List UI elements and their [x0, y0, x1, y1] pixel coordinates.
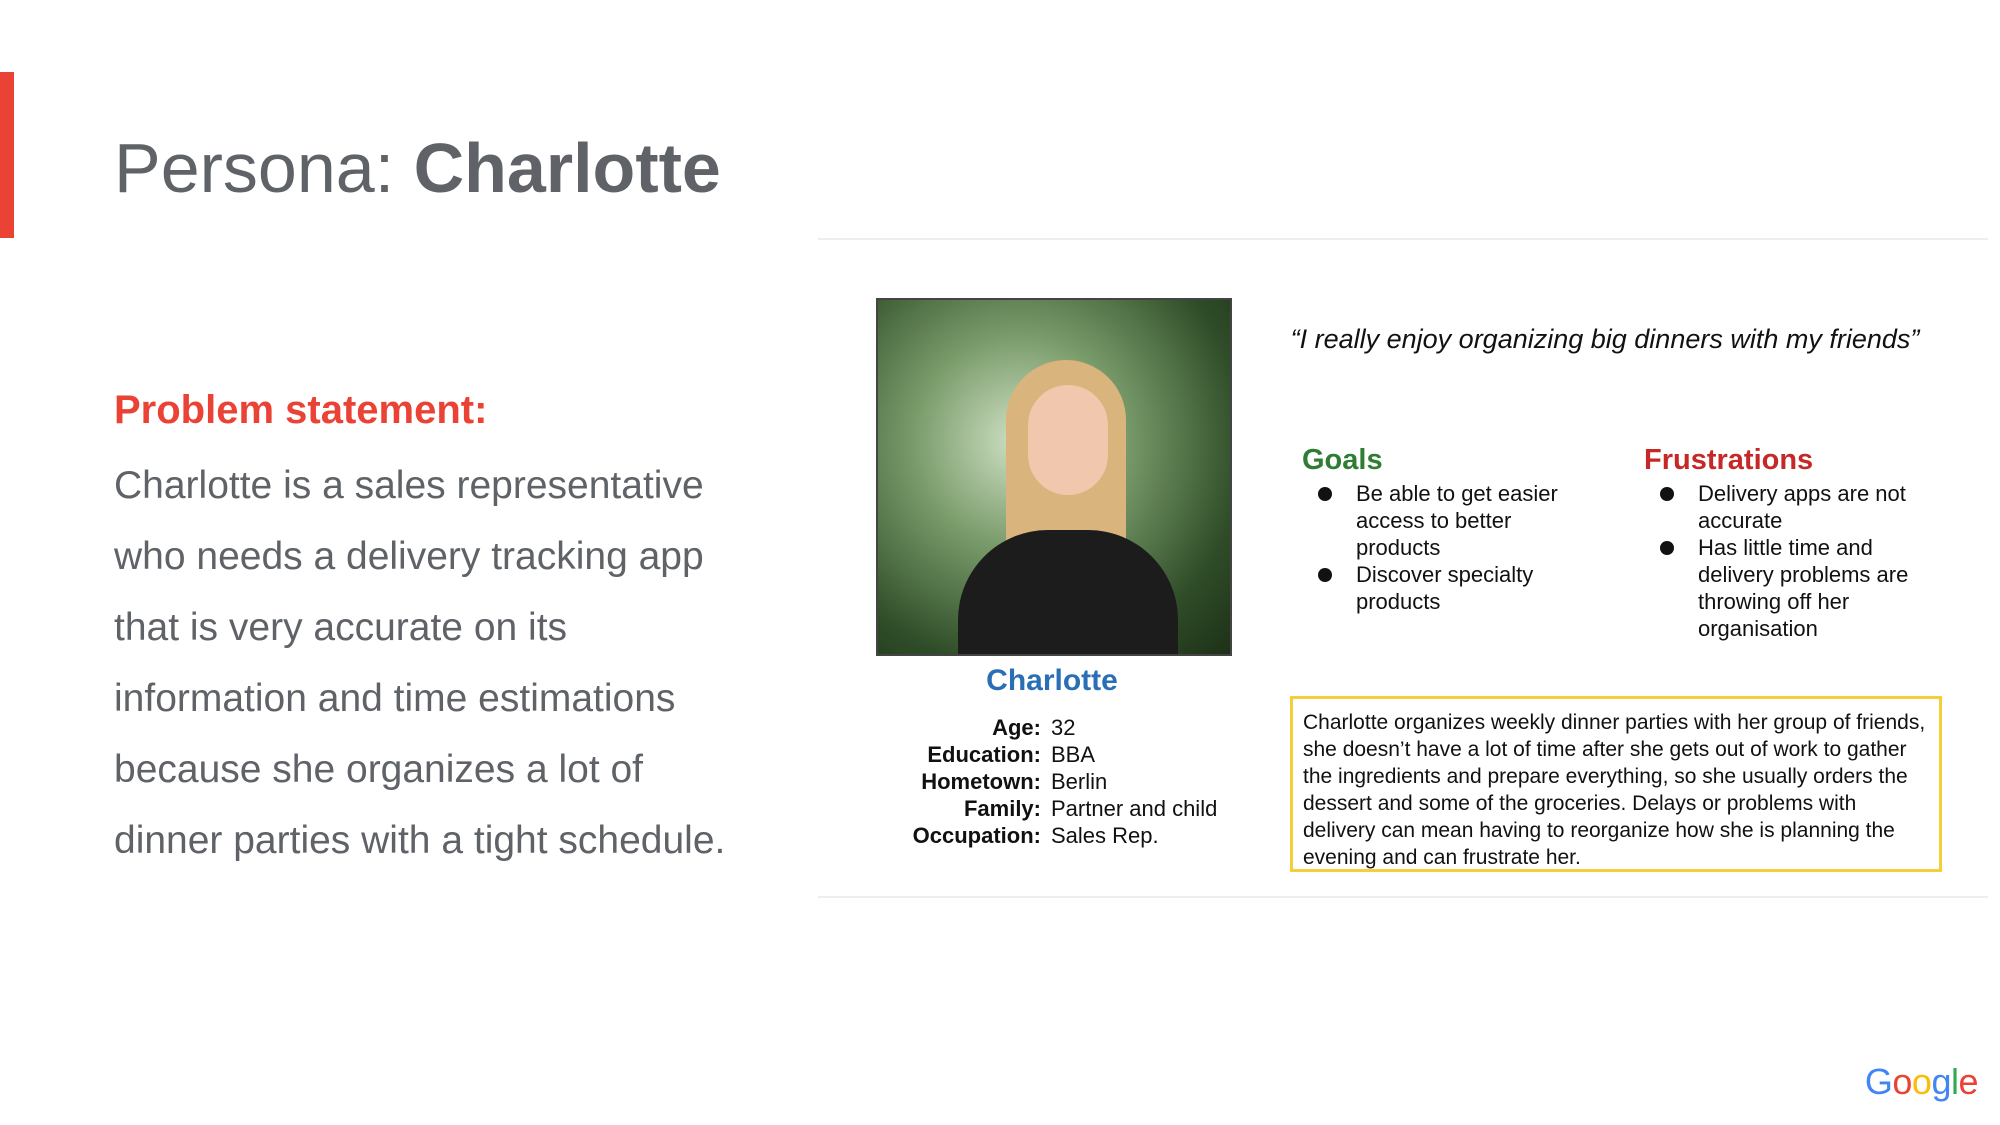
accent-bar: [0, 72, 14, 238]
detail-value: Partner and child: [1051, 796, 1218, 821]
card-divider-top: [818, 238, 1988, 240]
problem-statement-text: Charlotte is a sales representative who needs a delivery tracking app that is very accurate on its information and time estimations because she organizes a lot of dinner parties with a tight schedule.: [114, 464, 726, 862]
slide-title: [114, 130, 721, 207]
persona-photo: [876, 298, 1232, 656]
photo-body: [958, 530, 1178, 656]
detail-row-hometown: [876, 768, 1236, 795]
logo-letter: g: [1931, 1061, 1951, 1102]
persona-details: [876, 714, 1236, 849]
card-divider-bottom: [818, 896, 1988, 898]
persona-story: Charlotte organizes weekly dinner parties with her group of friends, she doesn’t have a lot of time after she gets out of work to gather the ingredients and prepare everything, so she usually orders the dessert and some of the groceries. Delays or problems with delivery can mean having to reorganize how she is planning the evening and can frustrate her.: [1290, 696, 1942, 872]
detail-row-occupation: [876, 822, 1236, 849]
detail-row-education: [876, 741, 1236, 768]
goal-item: Be able to get easier access to better products: [1316, 480, 1586, 561]
problem-statement-label: Problem statement:: [114, 388, 488, 432]
frustration-item: Has little time and delivery problems are throwing off her organisation: [1658, 534, 1948, 642]
detail-key: Education:: [927, 742, 1041, 767]
logo-letter: G: [1864, 1061, 1893, 1102]
detail-row-age: [876, 714, 1236, 741]
detail-value: 32: [1051, 715, 1076, 740]
frustration-item: Delivery apps are not accurate: [1658, 480, 1948, 534]
goals-list: [1316, 480, 1586, 615]
detail-value: Sales Rep.: [1051, 823, 1159, 848]
goal-item: Discover specialty products: [1316, 561, 1586, 615]
logo-letter: o: [1892, 1061, 1912, 1102]
photo-face: [1028, 385, 1108, 495]
title-prefix: Persona:: [114, 129, 414, 207]
logo-letter: e: [1958, 1061, 1978, 1102]
detail-key: Family:: [963, 796, 1041, 821]
detail-value: BBA: [1051, 742, 1096, 767]
detail-value: Berlin: [1051, 769, 1108, 794]
detail-key: Age:: [992, 715, 1041, 740]
detail-row-family: [876, 795, 1236, 822]
google-logo: [1865, 1061, 1978, 1103]
persona-name: Charlotte: [986, 664, 1118, 697]
detail-key: Hometown:: [921, 769, 1041, 794]
frustrations-heading: Frustrations: [1644, 444, 1814, 476]
title-name: Charlotte: [413, 129, 721, 207]
detail-key: Occupation:: [912, 823, 1041, 848]
logo-letter: o: [1911, 1061, 1932, 1102]
logo-letter: l: [1950, 1061, 1959, 1102]
persona-quote: “I really enjoy organizing big dinners with my friends”: [1290, 324, 1920, 354]
goals-heading: Goals: [1302, 444, 1383, 476]
frustrations-list: [1658, 480, 1948, 642]
